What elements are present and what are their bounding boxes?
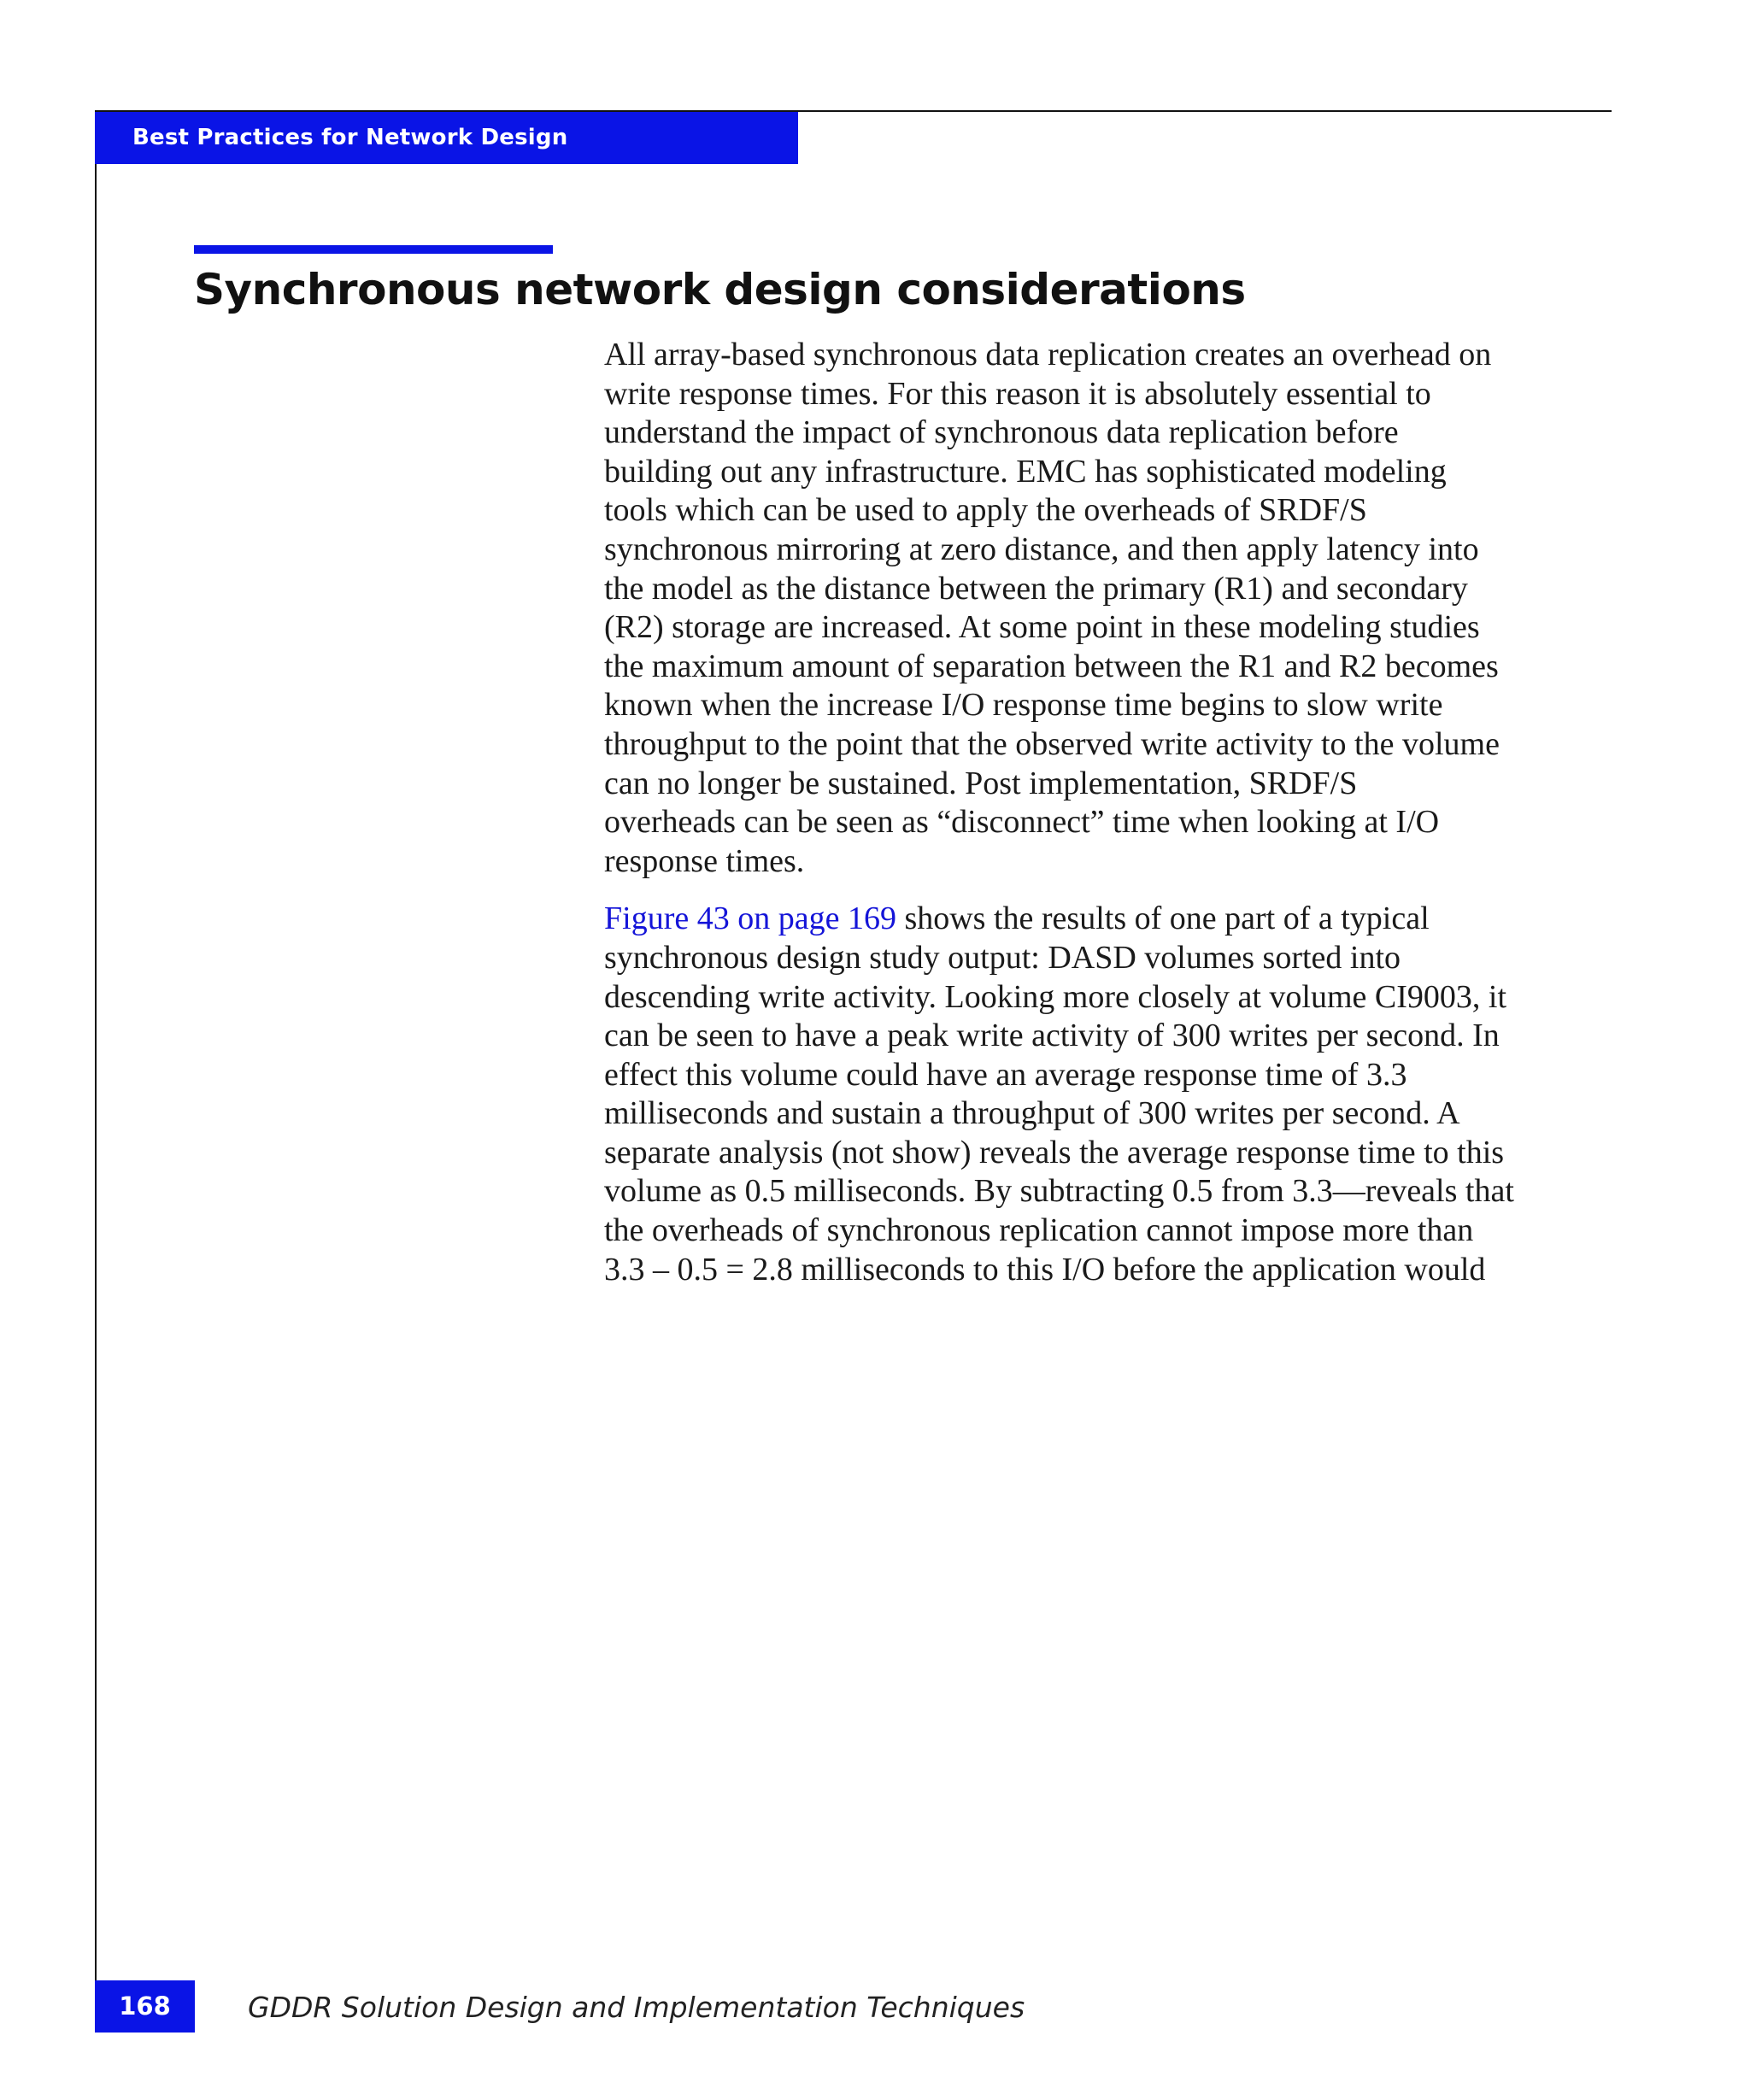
paragraph-1 bbox=[604, 336, 1612, 881]
body-text bbox=[604, 336, 1612, 1308]
text-line: All array-based synchronous data replication creates an overhead on bbox=[604, 337, 1492, 372]
text-line: understand the impact of synchronous data replication before bbox=[604, 414, 1399, 451]
text-line: the overheads of synchronous replication cannot impose more than bbox=[604, 1212, 1474, 1249]
text-fragment: shows the results of one part of a typical bbox=[896, 900, 1430, 937]
heading-accent-bar bbox=[194, 245, 553, 254]
margin-rule bbox=[95, 110, 97, 2033]
text-line: separate analysis (not show) reveals the average response time to this bbox=[604, 1134, 1505, 1170]
text-line: the model as the distance between the primary (R1) and secondary bbox=[604, 570, 1468, 607]
text-line: volume as 0.5 milliseconds. By subtracting 0.5 from 3.3—reveals that bbox=[604, 1173, 1514, 1210]
page-number: 168 bbox=[95, 1980, 195, 2033]
text-line: synchronous mirroring at zero distance, and then apply latency into bbox=[604, 531, 1479, 567]
text-line: 3.3 – 0.5 = 2.8 milliseconds to this I/O before the application would bbox=[604, 1251, 1486, 1288]
running-header: Best Practices for Network Design bbox=[95, 112, 798, 164]
text-line: can be seen to have a peak write activity of 300 writes per second. In bbox=[604, 1018, 1500, 1054]
paragraph-2 bbox=[604, 900, 1612, 1289]
footer-book-title: GDDR Solution Design and Implementation Techniques bbox=[248, 1991, 1025, 2024]
text-line: can no longer be sustained. Post implementation, SRDF/S bbox=[604, 765, 1358, 801]
figure-43-link[interactable]: Figure 43 on page 169 bbox=[604, 900, 896, 937]
text-line: response times. bbox=[604, 842, 805, 879]
text-line: known when the increase I/O response time begins to slow write bbox=[604, 687, 1443, 724]
text-line: synchronous design study output: DASD volumes sorted into bbox=[604, 939, 1401, 976]
text-line: overheads can be seen as “disconnect” time when looking at I/O bbox=[604, 804, 1440, 841]
text-line: descending write activity. Looking more closely at volume CI9003, it bbox=[604, 978, 1507, 1015]
text-line: building out any infrastructure. EMC has sophisticated modeling bbox=[604, 453, 1447, 490]
text-line: effect this volume could have an average response time of 3.3 bbox=[604, 1056, 1407, 1093]
text-line: tools which can be used to apply the overheads of SRDF/S bbox=[604, 492, 1367, 529]
text-line: milliseconds and sustain a throughput of 300 writes per second. A bbox=[604, 1095, 1460, 1132]
text-line: the maximum amount of separation between the R1 and R2 becomes bbox=[604, 648, 1499, 684]
text-line bbox=[604, 900, 1612, 939]
text-line: write response times. For this reason it is absolutely essential to bbox=[604, 375, 1431, 412]
text-line: throughput to the point that the observed write activity to the volume bbox=[604, 725, 1500, 762]
text-line: (R2) storage are increased. At some point in these modeling studies bbox=[604, 609, 1480, 646]
section-heading: Synchronous network design considerations bbox=[194, 265, 1246, 314]
